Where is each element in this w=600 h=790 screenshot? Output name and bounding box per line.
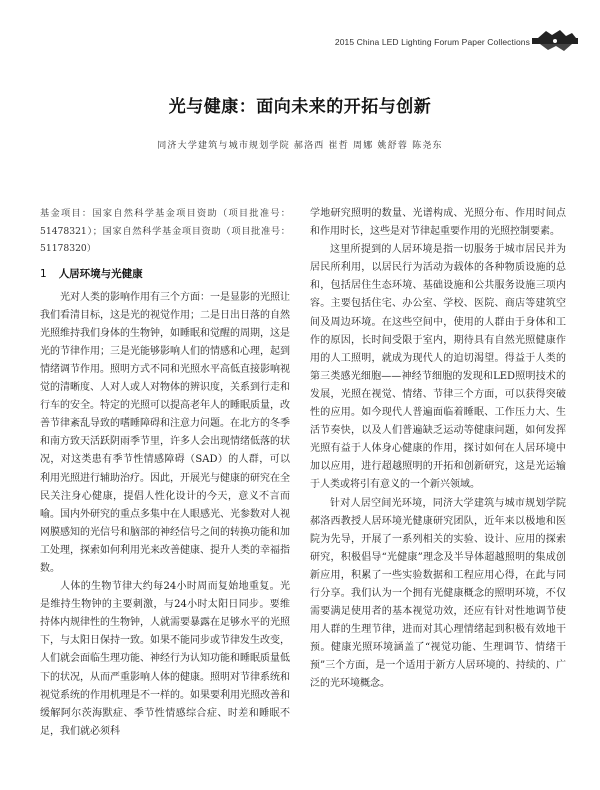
- running-title: 2015 China LED Lighting Forum Paper Collections: [334, 37, 530, 47]
- paper-title: 光与健康：面向未来的开拓与创新: [168, 97, 432, 117]
- forum-logo-icon: [532, 30, 578, 52]
- body-paragraph: 光对人类的影响作用有三个方面：一是显影的光照让我们看清目标，这是光的视觉作用；二是日出日落的自然光照维持我们身体的生物钟，如睡眠和觉醒的周期，这是光的节律作用；三是光能够影响人们的情感和心理，起到情绪调节作用。照明方式不同和光照水平高低直接影响视觉的清晰度、人对人或人对物体的辨识度，关系到行走和行车的安全。特定的光照可以提高老年人的睡眠质量，改善节律紊乱导致的嗜睡障碍和注意力问题。在北方的冬季和南方致天活跃阴雨季节里，许多人会出现情绪低落的状况，对这类患有季节性情感障碍（SAD）的人群，可以利用光照进行辅助治疗。因此，开展光与健康的研究在全民关注身心健康，提倡人性化设计的今天，意义不言而喻。国内外研究的重点多集中在人眼感光、光参数对人视网膜感知的光信号和脑部的神经信号之间的转换功能和加工处理，探索如何利用光来改善健康、提升人类的幸福指数。: [40, 291, 290, 574]
- body-paragraph: 这里所提到的人居环境是指一切服务于城市居民并为居民所利用，以居民行为活动为载体的各种物质设施的总和，包括居住生态环境、基础设施和公共服务设施三项内容。主要包括住宅、办公室、学校、医院、商店等建筑空间及周边环境。在这些空间中，使用的人群由于身体和工作的原因，长时间受限于室内，期待具有自然光照健康作用的人工照明，就成为现代人的迫切渴望。得益于人类的第三类感光细胞——神经节细胞的发现和LED照明技术的发展，光照在视觉、情绪、节律三个方面，可以获得突破性的应用。如今现代人普遍面临着睡眠、工作压力大、生活节奏快，以及人们普遍缺乏运动等健康问题，如何发挥光照有益于人体身心健康的作用，探讨如何在人居环境中加以应用，进行超越照明的开拓和创新研究，这是光运输于人类或将引有意义的一个新兴领域。: [310, 244, 566, 491]
- section-title: 人居环境与光健康: [58, 267, 143, 280]
- body-paragraph: 针对人居空间光环境，同济大学建筑与城市规划学院郝洛西教授人居环境光健康研究团队，近年来以极地和医院为先导，开展了一系列相关的实验、设计、应用的探索研究，积极倡导“光健康”理念及半导体超越照明的集成创新应用，积累了一些实验数据和工程应用心得，在此与同行分享。我们认为一个拥有光健康概念的照明环境，不仅需要满足使用者的基本视觉功效，还应有针对性地调节使用人群的生理节律，进而对其心理情绪起到积极有效地干预。健康光照环境涵盖了“视觉功能、生理调节、情绪干预”三个方面，是一个适用于新方人居环境的、持续的、广泛的光环境概念。: [310, 497, 566, 690]
- body-paragraph: 人体的生物节律大约每24小时周而复始地重复。光是维持生物钟的主要刺激，与24小时太阳日同步。要维持体内规律性的生物钟，人就需要暴露在足够水平的光照下，与太阳日保持一致。如果不能同步或节律发生改变，人们就会面临生理功能、神经行为认知功能和睡眠质量低下的状况，从而严重影响人体的健康。照明对节律系统和视觉系统的作用机理是不一样的。如果要利用光照改善和缓解阿尔茨海默症、季节性情感综合症、时差和睡眠不足，我们就必须科: [40, 581, 290, 737]
- authors-affiliation: 同济大学建筑与城市规划学院 郝洛西 崔哲 周娜 姚舒蓉 陈尧东: [157, 141, 443, 151]
- section-number: 1: [40, 267, 47, 280]
- right-column: [310, 205, 566, 694]
- running-header: [0, 30, 600, 60]
- section-heading: [40, 265, 290, 283]
- body-paragraph: 学地研究照明的数量、光谱构成、光照分布、作用时间点和作用时长，这些是对节律起重要作用的光照控制要素。: [310, 208, 566, 238]
- left-column: [40, 205, 290, 741]
- fund-note: 基金项目：国家自然科学基金项目资助（项目批准号：51478321）；国家自然科学基金项目资助（项目批准号：51178320）: [40, 208, 290, 254]
